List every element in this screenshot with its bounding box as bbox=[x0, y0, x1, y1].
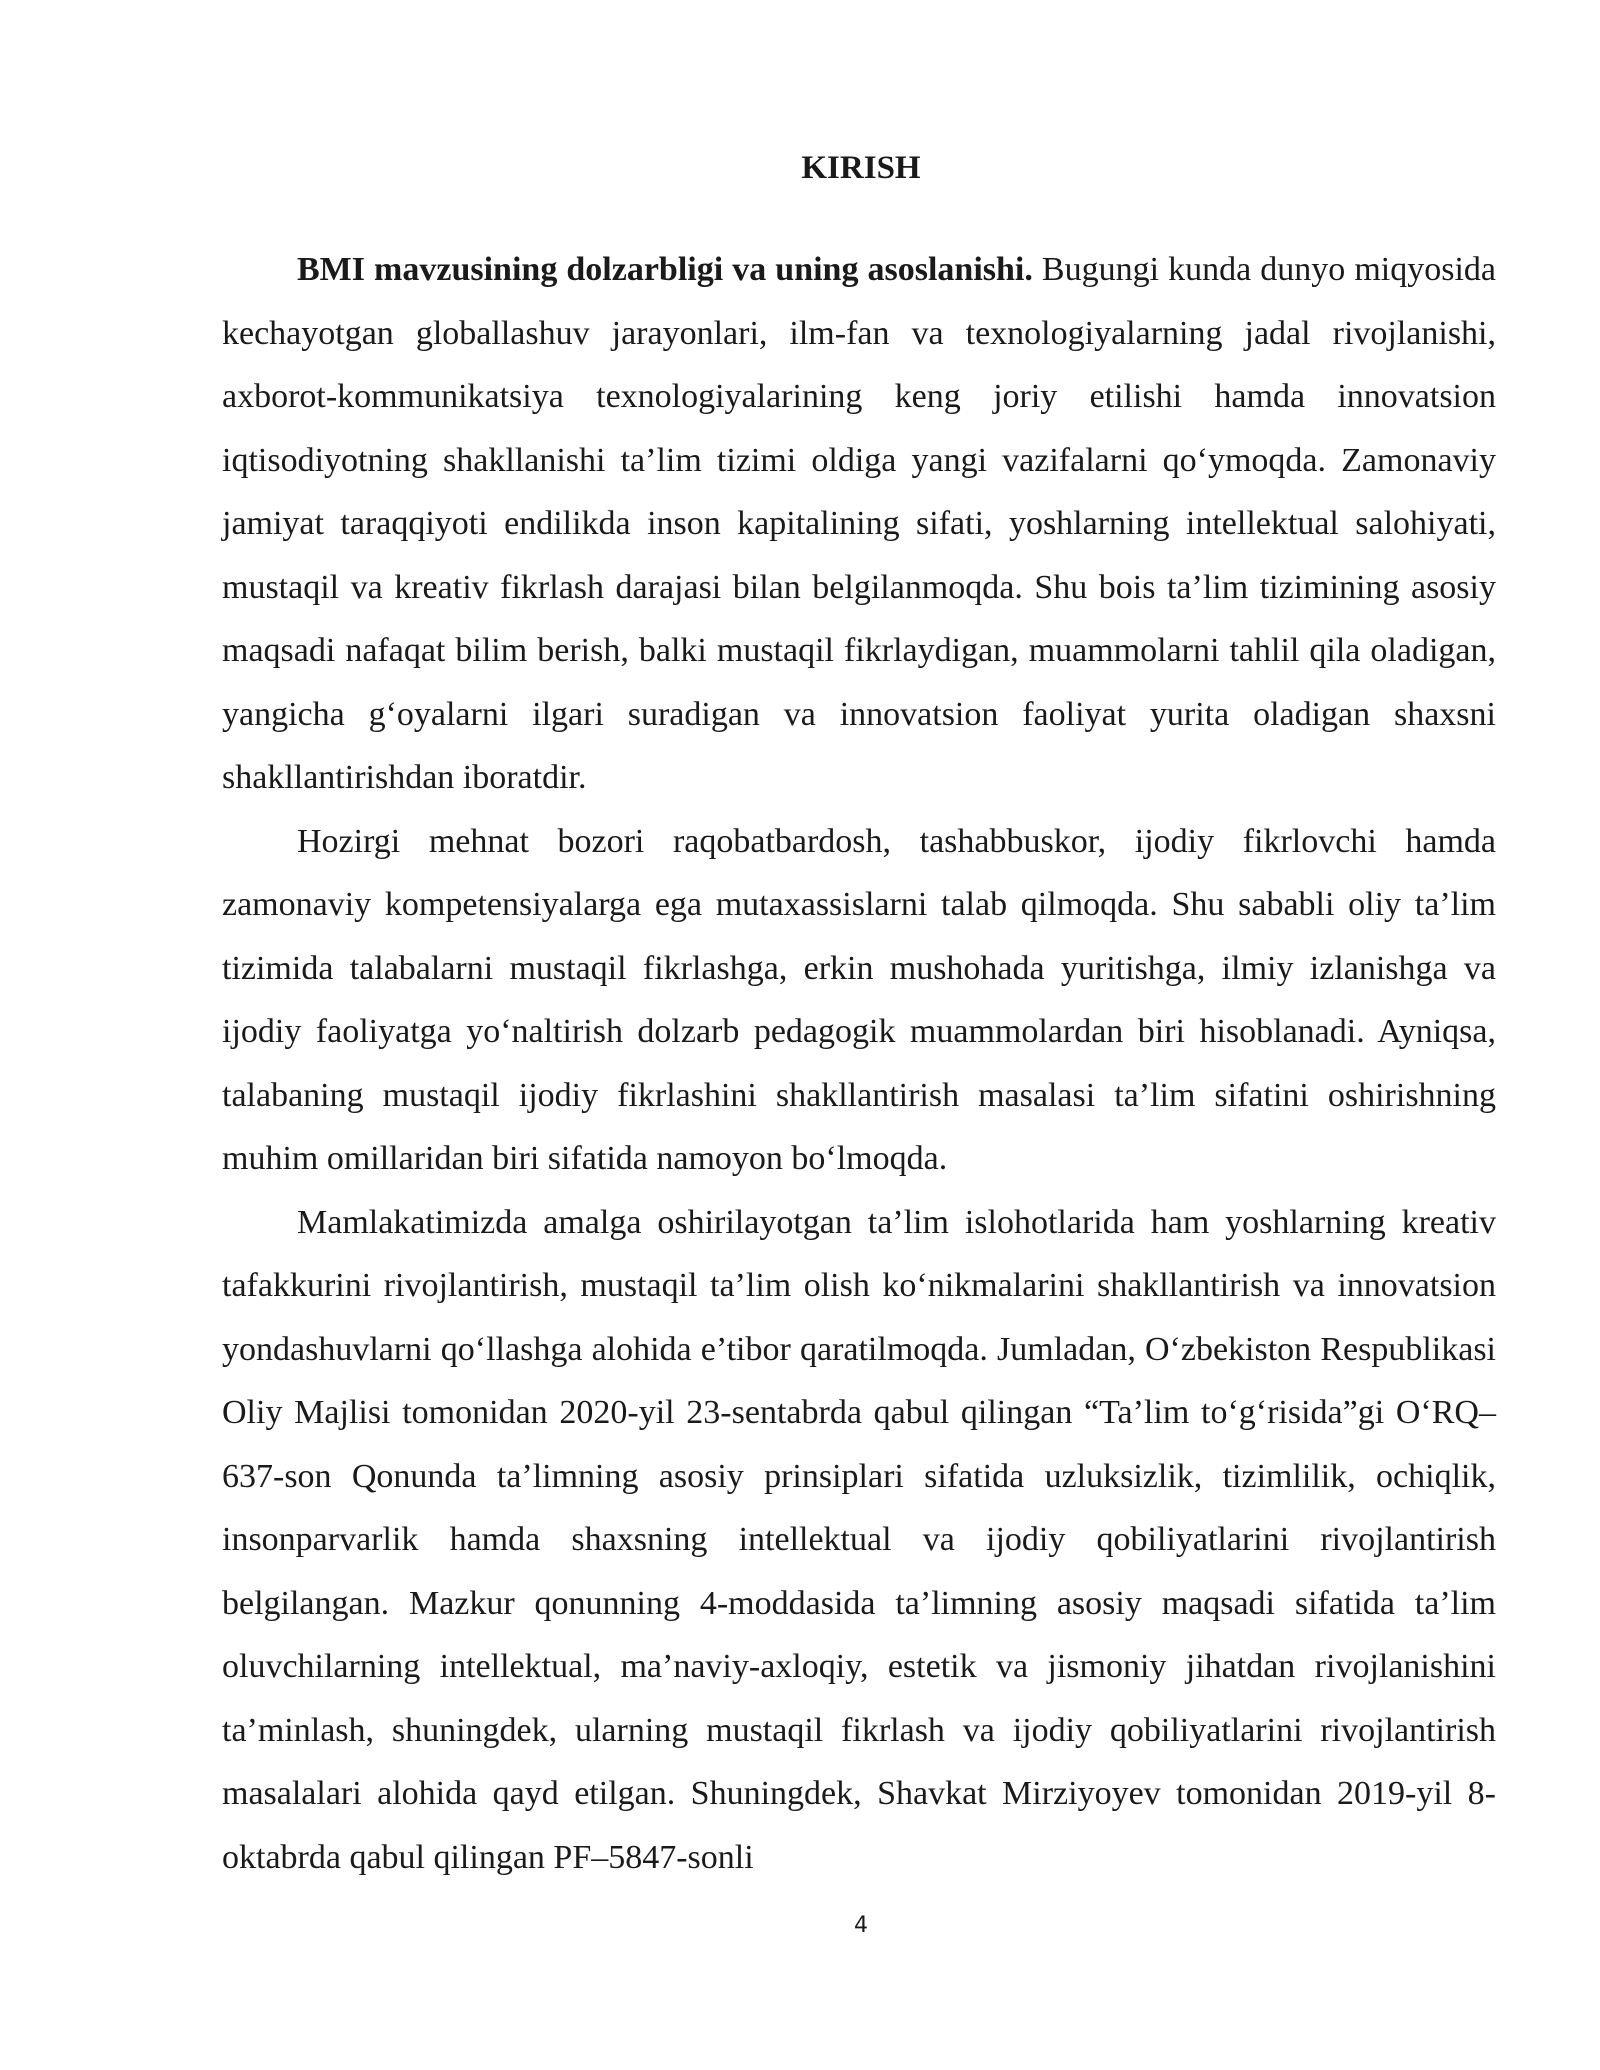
page-number: 4 bbox=[854, 1913, 868, 1938]
paragraph-1 bbox=[222, 238, 1496, 810]
page-title: KIRISH bbox=[801, 150, 921, 186]
paragraph-2: Hozirgi mehnat bozori raqobatbardosh, tashabbuskor, ijodiy fikrlovchi hamda zamonaviy kompetensiyalarga ega mutaxassislarni talab qilmoqda. Shu sababli oliy ta’lim tizimida talabalarni mustaqil fikrlashga, erkin mushohada yuritishga, ilmiy izlanishga va ijodiy faoliyatga yo‘naltirish dolzarb pedagogik muammolardan biri hisoblanadi. Ayniqsa, talabaning mustaqil ijodiy fikrlashini shakllantirish masalasi ta’lim sifatini oshirishning muhim omillaridan biri sifatida namoyon bo‘lmoqda. bbox=[222, 822, 1496, 1177]
paragraph-1-text: Bugungi kunda dunyo miqyosida kechayotgan globallashuv jarayonlari, ilm-fan va texnologiyalarning jadal rivojlanishi, axborot-kommunikatsiya texnologiyalarining keng joriy etilishi hamda innovatsion iqtisodiyotning shakllanishi ta’lim tizimi oldiga yangi vazifalarni qo‘ymoqda. Zamonaviy jamiyat taraqqiyoti endilikda inson kapitalining sifati, yoshlarning intellektual salohiyati, mustaqil va kreativ fikrlash darajasi bilan belgilanmoqda. Shu bois ta’lim tizimining asosiy maqsadi nafaqat bilim berish, balki mustaqil fikrlaydigan, muammolarni tahlil qila oladigan, yangicha g‘oyalarni ilgari suradigan va innovatsion faoliyat yurita oladigan shaxsni shakllantirishdan iboratdir. bbox=[222, 251, 1496, 796]
paragraph-3: Mamlakatimizda amalga oshirilayotgan ta’lim islohotlarida ham yoshlarning kreativ tafakkurini rivojlantirish, mustaqil ta’lim olish ko‘nikmalarini shakllantirish va innovatsion yondashuvlarni qo‘llashga alohida e’tibor qaratilmoqda. Jumladan, O‘zbekiston Respublikasi Oliy Majlisi tomonidan 2020-yil 23-sentabrda qabul qilingan “Ta’lim to‘g‘risida”gi O‘RQ–637-son Qonunda ta’limning asosiy prinsiplari sifatida uzluksizlik, tizimlilik, ochiqlik, insonparvarlik hamda shaxsning intellektual va ijodiy qobiliyatlarini rivojlantirish belgilangan. Mazkur qonunning 4-moddasida ta’limning asosiy maqsadi sifatida ta’lim oluvchilarning intellektual, ma’naviy-axloqiy, estetik va jismoniy jihatdan rivojlanishini ta’minlash, shuningdek, ularning mustaqil fikrlash va ijodiy qobiliyatlarini rivojlantirish masalalari alohida qayd etilgan. Shuningdek, Shavkat Mirziyoyev tomonidan 2019-yil 8-oktabrda qabul qilingan PF–5847-sonli bbox=[222, 1203, 1496, 1876]
body-text bbox=[222, 238, 1496, 1889]
paragraph-1-heading: BMI mavzusining dolzarbligi va uning asoslanishi. bbox=[297, 251, 1033, 288]
